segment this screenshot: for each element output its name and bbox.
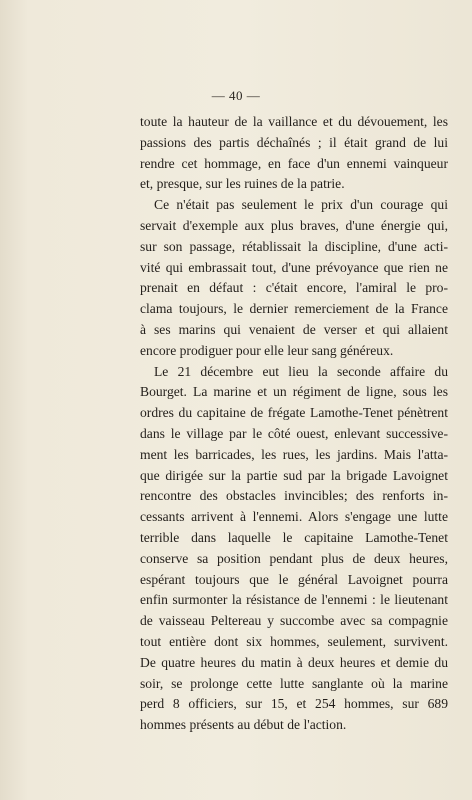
text-line: perd 8 officiers, sur 15, et 254 hommes, sur 689 xyxy=(140,696,448,712)
text-line: toute la hauteur de la vaillance et du dévouement, les xyxy=(140,114,448,129)
text-line: tout entière dont six hommes, seulement, survivent. xyxy=(140,633,448,649)
text-line: Bourget. La marine et un régiment de ligne, sous les xyxy=(140,384,448,400)
text-line: passions des partis déchaînés ; il était grand de lui xyxy=(140,134,448,150)
text-line: servait d'exemple aux plus braves, d'une énergie qui, xyxy=(140,217,448,233)
text-line: prenait en défaut : c'était encore, l'amiral le pro- xyxy=(140,280,448,296)
text-line: rencontre des obstacles invincibles; des renforts in- xyxy=(140,488,448,504)
text-line: enfin surmonter la résistance de l'ennemi : le lieutenant xyxy=(140,592,448,608)
text-line: que dirigée sur la partie sud par la brigade Lavoignet xyxy=(140,467,448,483)
text-line: soir, se prolonge cette lutte sanglante où la marine xyxy=(140,675,448,691)
text-line: ordres du capitaine de frégate Lamothe-Tenet pénètrent xyxy=(140,405,448,421)
text-line: rendre cet hommage, en face d'un ennemi vainqueur xyxy=(140,155,448,171)
text-line: cessants arrivent à l'ennemi. Alors s'engage une lutte xyxy=(140,509,448,525)
text-line: vité qui embrassait tout, d'une prévoyance que rien ne xyxy=(140,259,448,275)
text-line: Le 21 décembre eut lieu la seconde affaire du xyxy=(154,363,448,379)
text-line: terrible dans laquelle le capitaine Lamothe-Tenet xyxy=(140,529,448,545)
text-line: espérant toujours que le général Lavoignet pourra xyxy=(140,571,448,587)
text-line: clama toujours, le dernier remerciement de la France xyxy=(140,301,448,317)
text-line: hommes présents au début de l'action. xyxy=(140,717,347,733)
text-line: à ses marins qui venaient de verser et qui allaient xyxy=(140,321,448,337)
text-line: encore prodiguer pour elle leur sang généreux. xyxy=(140,342,394,358)
text-line: sur son passage, rétablissait la discipline, d'une acti- xyxy=(140,238,448,254)
text-line: de vaisseau Peltereau y succombe avec sa compagnie xyxy=(140,613,448,629)
text-line: dans le village par le côté ouest, enlevant successive- xyxy=(140,425,448,441)
text-line: Ce n'était pas seulement le prix d'un courage qui xyxy=(154,197,448,213)
page-number: — 40 — xyxy=(211,88,261,103)
text-line: De quatre heures du matin à deux heures et demie du xyxy=(140,654,448,670)
body-text xyxy=(140,112,448,736)
text-line: conserve sa position pendant plus de deux heures, xyxy=(140,550,448,566)
text-line: et, presque, sur les ruines de la patrie. xyxy=(140,176,345,192)
text-line: ment les barricades, les rues, les jardins. Mais l'atta- xyxy=(140,446,448,462)
